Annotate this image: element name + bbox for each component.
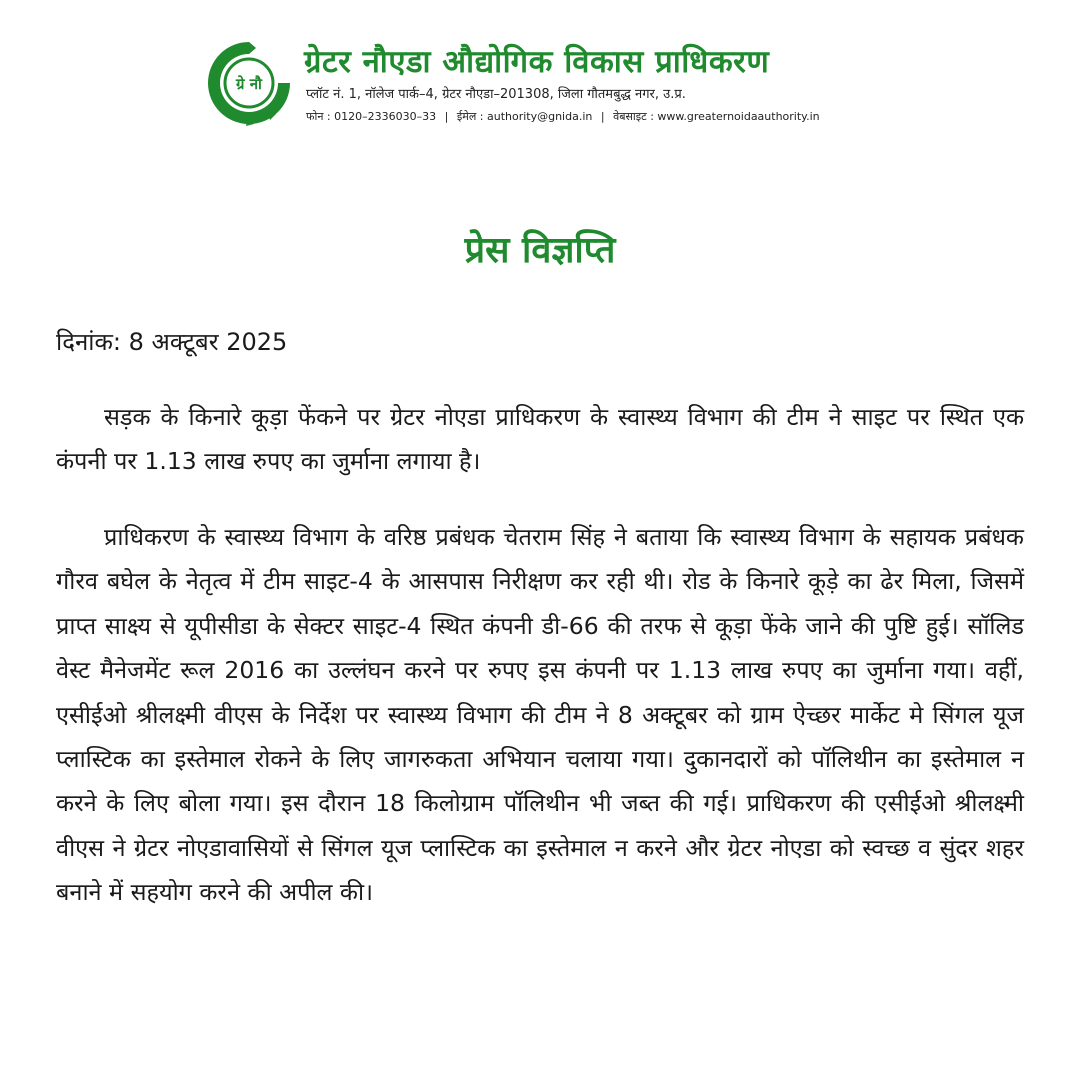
organization-contact	[306, 109, 820, 125]
logo-letters: ग्रे नौ	[236, 75, 262, 93]
phone-text: फोन : 0120–2336030–33	[306, 110, 437, 123]
paragraph-1: सड़क के किनारे कूड़ा फेंकने पर ग्रेटर नोएडा प्राधिकरण के स्वास्थ्य विभाग की टीम ने साइट पर स्थित एक कंपनी पर 1.13 लाख रुपए का जुर्माना लगाया है।	[56, 403, 1024, 476]
separator: |	[600, 110, 605, 123]
email-text: ईमेल : authority@gnida.in	[456, 110, 593, 123]
date-line: दिनांक: 8 अक्टूबर 2025	[56, 328, 288, 356]
paragraph-2: प्राधिकरण के स्वास्थ्य विभाग के वरिष्ठ प्रबंधक चेतराम सिंह ने बताया कि स्वास्थ्य विभाग के सहायक प्रबंधक गौरव बघेल के नेतृत्व में टीम साइट-4 के आसपास निरीक्षण कर रही थी। रोड के किनारे कूड़े का ढेर मिला, जिसमें प्राप्त साक्ष्य से यूपीसीडा के सेक्टर साइट-4 स्थित कंपनी डी-66 की तरफ से कूड़ा फेंके जाने की पुष्टि हुई। सॉलिड वेस्ट मैनेजमेंट रूल 2016 का उल्लंघन करने पर रुपए इस कंपनी पर 1.13 लाख रुपए का जुर्माना गया। वहीं, एसीईओ श्रीलक्ष्मी वीएस के निर्देश पर स्वास्थ्य विभाग की टीम ने 8 अक्टूबर को ग्राम ऐच्छर मार्केट मे सिंगल यूज प्लास्टिक का इस्तेमाल रोकने के लिए जागरुकता अभियान चलाया गया। दुकानदारों को पॉलिथीन का इस्तेमाल न करने के लिए बोला गया। इस दौरान 18 किलोग्राम पॉलिथीन भी जब्त की गई। प्राधिकरण की एसीईओ श्रीलक्ष्मी वीएस ने ग्रेटर नोएडावासियों से सिंगल यूज प्लास्टिक का इस्तेमाल न करने और ग्रेटर नोएडा को स्वच्छ व सुंदर शहर बनाने में सहयोग करने की अपील की।	[56, 523, 1024, 907]
press-release-title: प्रेस विज्ञप्ति	[464, 230, 616, 271]
organization-address: प्लॉट नं. 1, नॉलेज पार्क–4, ग्रेटर नौएडा–201308, जिला गौतमबुद्ध नगर, उ.प्र.	[306, 87, 686, 102]
separator: |	[444, 110, 449, 123]
letterhead	[192, 30, 900, 134]
organization-name: ग्रेटर नौएडा औद्योगिक विकास प्राधिकरण	[304, 44, 770, 80]
authority-logo-icon	[204, 38, 294, 128]
website-text: वेबसाइट : www.greaternoidaauthority.in	[613, 110, 820, 123]
